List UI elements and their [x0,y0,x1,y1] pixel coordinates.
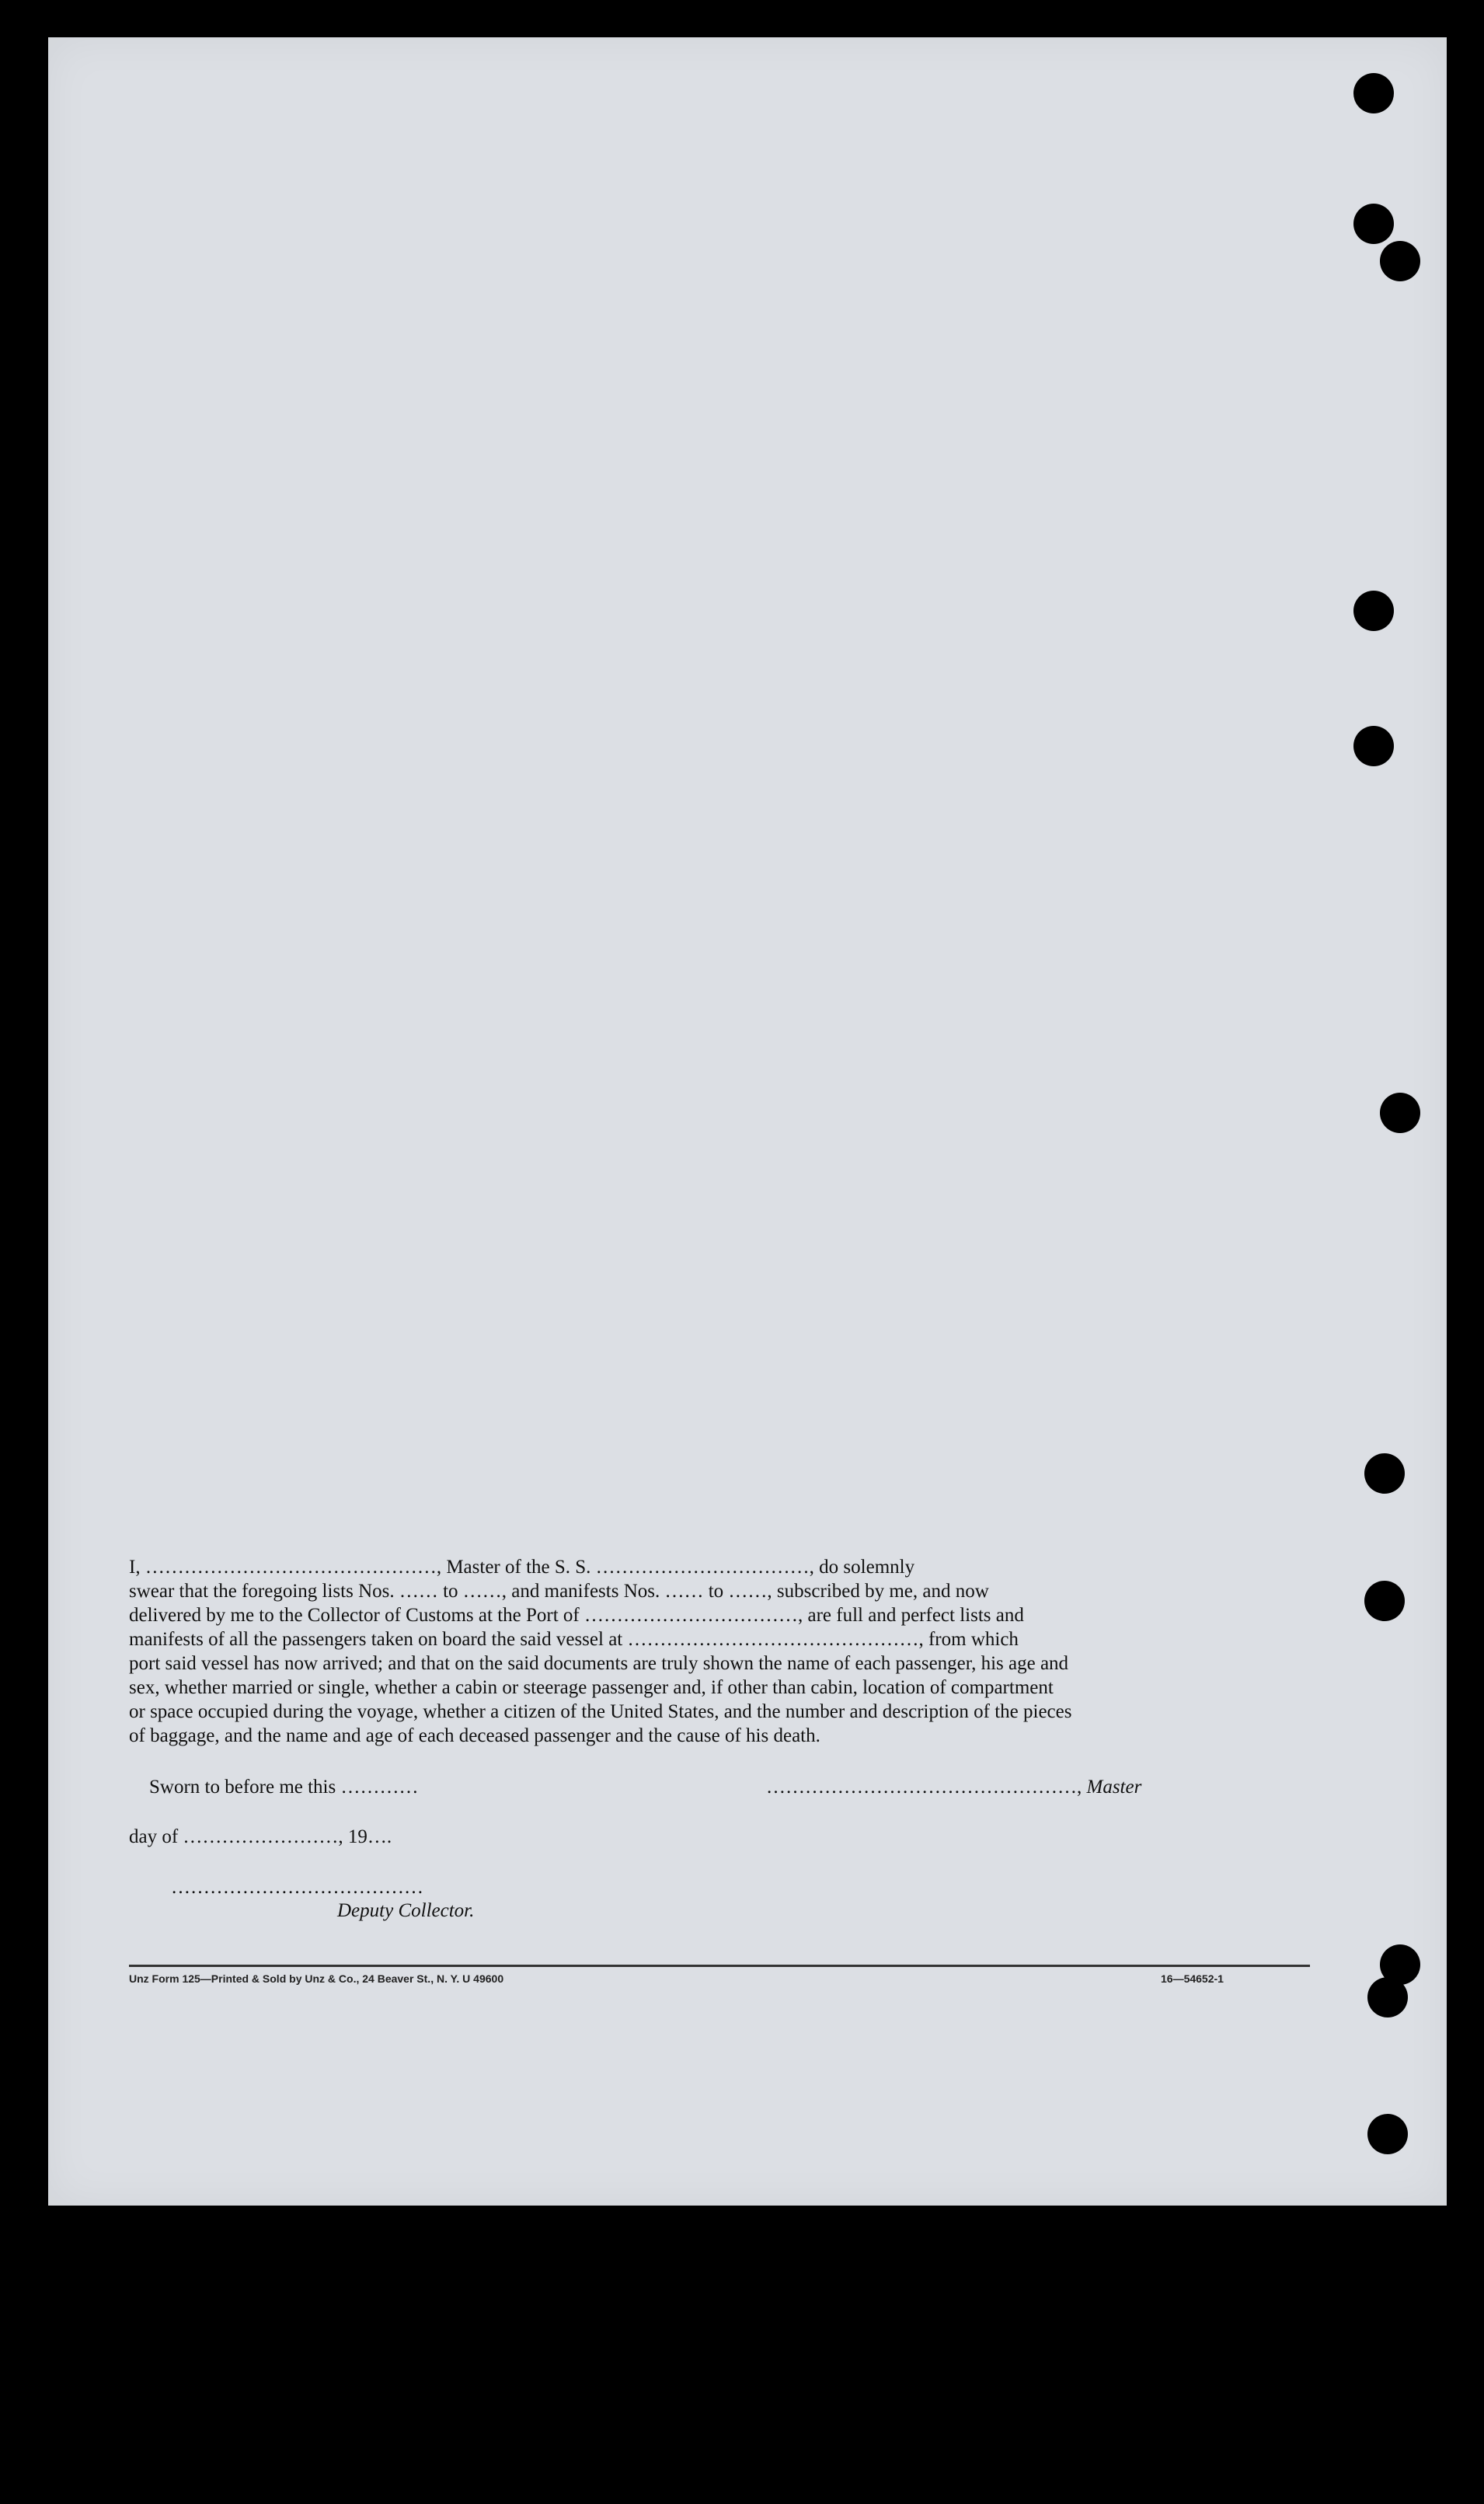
punch-hole [1353,73,1394,113]
bleed-through-text [172,371,1245,1568]
oath-line: or space occupied during the voyage, whether a citizen of the United States, and the number and description of the pieces [129,1701,1072,1722]
oath-paragraph [129,1555,1266,1748]
punch-hole [1367,2114,1408,2154]
collector-dots: ………………………………… [171,1877,423,1898]
punch-hole [1364,1453,1405,1494]
collector-label: Deputy Collector. [337,1900,475,1921]
oath-line: delivered by me to the Collector of Customs at the Port of ……………………………, are full and perfect lists and [129,1605,1024,1626]
punch-hole [1353,726,1394,766]
oath-line: sex, whether married or single, whether a cabin or steerage passenger and, if other than cabin, location of compartment [129,1677,1054,1698]
oath-line: of baggage, and the name and age of each deceased passenger and the cause of his death. [129,1725,820,1746]
punch-hole [1367,1977,1408,2017]
footer-rule [129,1965,1310,1967]
master-label: Master [1086,1777,1142,1798]
oath-line: I, ………………………………………, Master of the S. S. ……………………………, do solemnly [129,1557,915,1578]
punch-hole [1353,204,1394,244]
master-dots: …………………………………………, [766,1777,1082,1798]
manifest-page [48,37,1447,2206]
form-number: 16—54652-1 [1161,1972,1224,1985]
sworn-before-line: Sworn to before me this ………… [149,1777,419,1798]
master-signature-line [766,1777,1141,1798]
punch-hole [1380,241,1420,281]
day-of-line: day of ……………………, 19…. [129,1826,392,1847]
form-imprint: Unz Form 125—Printed & Sold by Unz & Co., 24 Beaver St., N. Y. U 49600 [129,1972,504,1985]
oath-line: manifests of all the passengers taken on board the said vessel at ………………………………………, from which [129,1629,1019,1650]
punch-hole [1353,591,1394,631]
oath-line: swear that the foregoing lists Nos. …… to ……, and manifests Nos. …… to ……, subscribed by me, and now [129,1581,989,1602]
oath-line: port said vessel has now arrived; and that on the said documents are truly shown the name of each passenger, his age and [129,1653,1069,1674]
punch-hole [1380,1093,1420,1133]
punch-hole [1364,1581,1405,1621]
